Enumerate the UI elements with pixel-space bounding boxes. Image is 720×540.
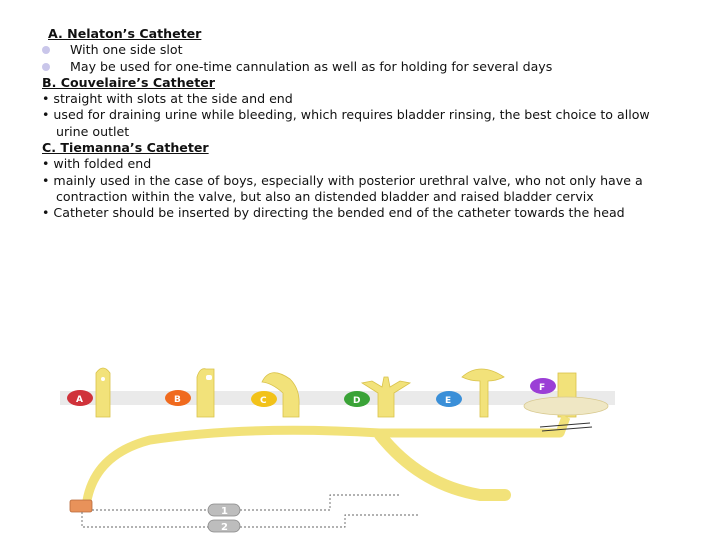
number-pill-1 (208, 504, 240, 517)
catheter-a-slot (101, 377, 105, 381)
dimension-line-2-right (240, 515, 420, 527)
catheter-illustration (0, 355, 720, 540)
catheter-b-slot (206, 375, 212, 380)
badge-a-label: A (76, 395, 83, 405)
section-b-bullet-2-continued: urine outlet (56, 123, 130, 139)
section-a-bullet-1 (42, 42, 682, 58)
section-a-bullet-1-text: With one side slot (70, 42, 183, 58)
section-b-bullet-2: • used for draining urine while bleeding, which requires bladder rinsing, the best choice to allow (42, 107, 650, 123)
dimension-line-1-right (240, 495, 400, 510)
section-c-bullet-2: • mainly used in the case of boys, especially with posterior urethral valve, who not only have a (42, 172, 643, 188)
circle-bullet-icon (42, 46, 50, 54)
section-c-bullet-3: • Catheter should be inserted by directing the bended end of the catheter towards the head (42, 205, 625, 221)
section-a-bullet-2-text: May be used for one-time cannulation as well as for holding for several days (70, 58, 553, 74)
catheter-hub (70, 500, 92, 512)
badge-f (530, 378, 556, 394)
badge-f-label: F (539, 383, 546, 393)
section-c-bullet-1: • with folded end (42, 156, 152, 172)
number-2-label: 2 (221, 522, 228, 533)
number-pill-2 (208, 520, 240, 533)
section-b-heading: B. Couvelaire’s Catheter (42, 74, 215, 90)
badge-a (67, 390, 93, 406)
badge-d (344, 391, 370, 407)
section-c-heading: C. Tiemanna’s Catheter (42, 140, 209, 156)
badge-e-label: E (445, 396, 452, 406)
badge-d-label: D (353, 396, 361, 406)
section-a-bullet-2 (42, 59, 682, 75)
badge-c (251, 391, 277, 407)
section-c-bullet-2-continued: contraction within the valve, but also an distended bladder and raised bladder cervix (56, 188, 594, 204)
catheter-a-tip (96, 368, 110, 417)
circle-bullet-icon (42, 63, 50, 71)
badge-e (436, 391, 462, 407)
catheter-tube-branch (380, 435, 505, 495)
badge-b-label: B (174, 395, 181, 405)
catheter-figure (0, 355, 720, 540)
badge-b (165, 390, 191, 406)
section-a-heading: A. Nelaton’s Catheter (48, 26, 202, 41)
text-content (42, 26, 682, 222)
number-1-label: 1 (221, 506, 228, 517)
catheter-f-balloon (524, 397, 608, 415)
section-b-bullet-1: • straight with slots at the side and end (42, 91, 293, 107)
badge-c-label: C (260, 396, 267, 406)
dimension-line-2 (82, 512, 208, 527)
